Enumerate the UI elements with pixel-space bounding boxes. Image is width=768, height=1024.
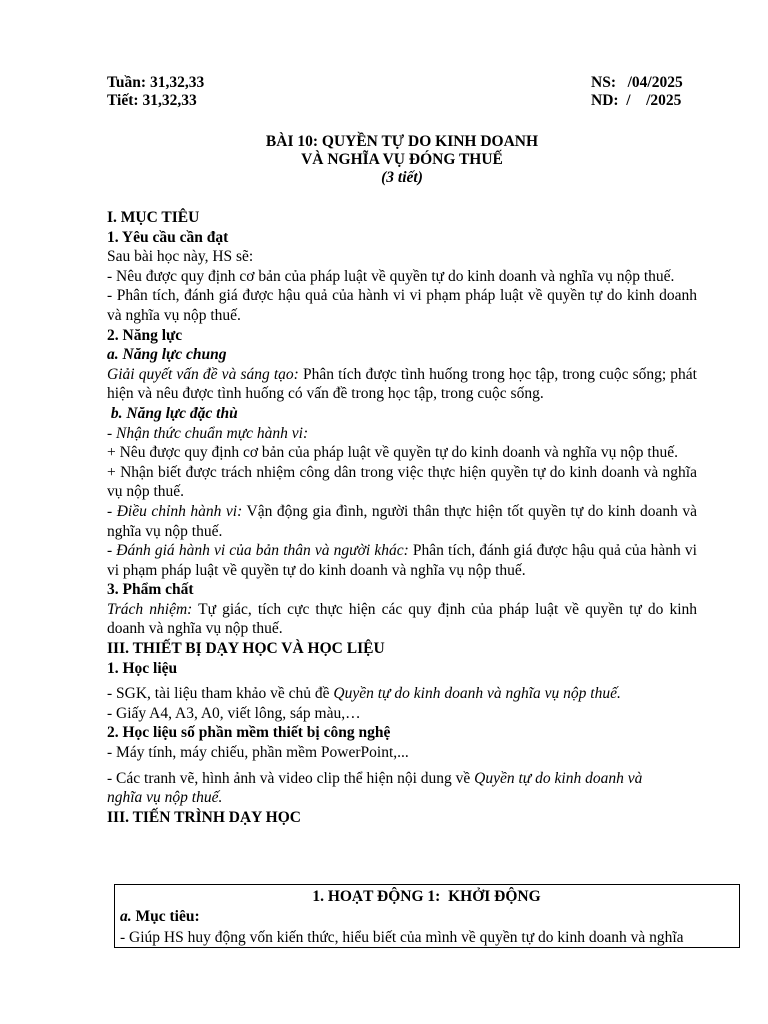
requirement-item-1: - Nêu được quy định cơ bản của pháp luật về quyền tự do kinh doanh và nghĩa vụ nộp thuế. xyxy=(107,267,675,285)
responsibility-text: Tự giác, tích cực thực hiện các quy định của pháp luật về quyền tự do kinh doanh và nghĩa vụ nộp thuế. xyxy=(107,600,698,638)
subheading-qualities: 3. Phẩm chất xyxy=(107,581,194,599)
title-line-2: VÀ NGHĨA VỤ ĐÓNG THUẾ xyxy=(301,151,503,168)
title-line-1: BÀI 10: QUYỀN TỰ DO KINH DOANH xyxy=(265,133,539,150)
paragraph-responsibility xyxy=(107,600,697,639)
activity-title: 1. HOẠT ĐỘNG 1: KHỞI ĐỘNG xyxy=(312,888,541,905)
ns-date: NS: /04/2025 xyxy=(591,74,683,91)
period-label: Tiết: 31,32,33 xyxy=(107,92,197,109)
subheading-requirements: 1. Yêu cầu cần đạt xyxy=(107,228,229,246)
specific-competency-label-1: - Nhận thức chuẩn mực hành vi: xyxy=(107,424,309,442)
general-competency-label: Giải quyết vấn đề và sáng tạo: xyxy=(107,365,299,383)
specific-competency-item-1: + Nêu được quy định cơ bản của pháp luật về quyền tự do kinh doanh và nghĩa vụ nộp thuế. xyxy=(107,444,678,462)
section-heading-materials: III. THIẾT BỊ DẠY HỌC VÀ HỌC LIỆU xyxy=(107,640,385,658)
paragraph-general-competency xyxy=(107,365,697,404)
paragraph-behavior-evaluation xyxy=(107,541,697,580)
activity-goal-text: - Giúp HS huy động vốn kiến thức, hiểu biết của mình về quyền tự do kinh doanh và nghĩa xyxy=(120,929,684,947)
header-left xyxy=(107,74,204,110)
document-body xyxy=(107,208,697,827)
lesson-title xyxy=(107,133,697,187)
behavior-adjustment-text: Vận động gia đình, người thân thực hiện tốt quyền tự do kinh doanh và nghĩa vụ nộp thuế. xyxy=(107,502,697,540)
materials-item-1 xyxy=(107,684,697,704)
section-heading-process: III. TIẾN TRÌNH DẠY HỌC xyxy=(107,808,301,826)
digital-item-2-topic: Quyền tự do kinh doanh và nghĩa vụ nộp thuế. xyxy=(107,769,643,807)
materials-item-1-topic: Quyền tự do kinh doanh và nghĩa vụ nộp thuế. xyxy=(333,685,621,703)
behavior-evaluation-text: Phân tích, đánh giá được hậu quả của hành vi vi phạm pháp luật về quyền tự do kinh doanh và nghĩa vụ nộp thuế. xyxy=(107,542,697,579)
materials-item-1-text: - SGK, tài liệu tham khảo về chủ đề xyxy=(107,685,334,703)
materials-item-2: - Giấy A4, A3, A0, viết lông, sáp màu,… xyxy=(107,704,361,722)
requirement-item-2: - Phân tích, đánh giá được hậu quả của hành vi vi phạm pháp luật về quyền tự do kinh doanh và nghĩa vụ nộp thuế. xyxy=(107,287,697,324)
title-duration: (3 tiết) xyxy=(381,169,423,186)
activity-table xyxy=(114,884,740,948)
activity-goal-heading xyxy=(120,907,733,927)
behavior-evaluation-label: - Đánh giá hành vi của bản thân và người khác: xyxy=(107,542,409,560)
nd-date: ND: / /2025 xyxy=(591,92,682,109)
digital-item-2-text: - Các tranh vẽ, hình ảnh và video clip thể hiện nội dung về xyxy=(107,769,475,787)
subheading-specific-competency: b. Năng lực đặc thù xyxy=(107,404,238,422)
digital-item-1: - Máy tính, máy chiếu, phần mềm PowerPoint,... xyxy=(107,744,409,762)
header-right xyxy=(591,74,683,110)
responsibility-label: Trách nhiệm: xyxy=(107,600,193,618)
subheading-general-competency: a. Năng lực chung xyxy=(107,346,227,364)
subheading-competencies: 2. Năng lực xyxy=(107,326,183,344)
section-heading-objectives: I. MỤC TIÊU xyxy=(107,209,200,226)
activity-goal-label: Mục tiêu: xyxy=(131,907,200,925)
subheading-digital-materials: 2. Học liệu số phần mềm thiết bị công nghệ xyxy=(107,724,391,742)
activity-goal-prefix: a. xyxy=(120,907,132,925)
paragraph-intro: Sau bài học này, HS sẽ: xyxy=(107,248,254,266)
behavior-adjustment-label: - Điều chỉnh hành vi: xyxy=(107,502,243,520)
paragraph-behavior-adjustment xyxy=(107,502,697,541)
subheading-learning-materials: 1. Học liệu xyxy=(107,659,178,677)
general-competency-text: Phân tích được tình huống trong học tập, trong cuộc sống; phát hiện và nêu được tình huống có vấn đề trong học tập, trong cuộc sống. xyxy=(107,365,697,403)
digital-item-2 xyxy=(107,769,672,808)
week-label: Tuần: 31,32,33 xyxy=(107,74,205,91)
specific-competency-item-2: + Nhận biết được trách nhiệm công dân trong việc thực hiện quyền tự do kinh doanh và nghĩa vụ nộp thuế. xyxy=(107,463,697,501)
